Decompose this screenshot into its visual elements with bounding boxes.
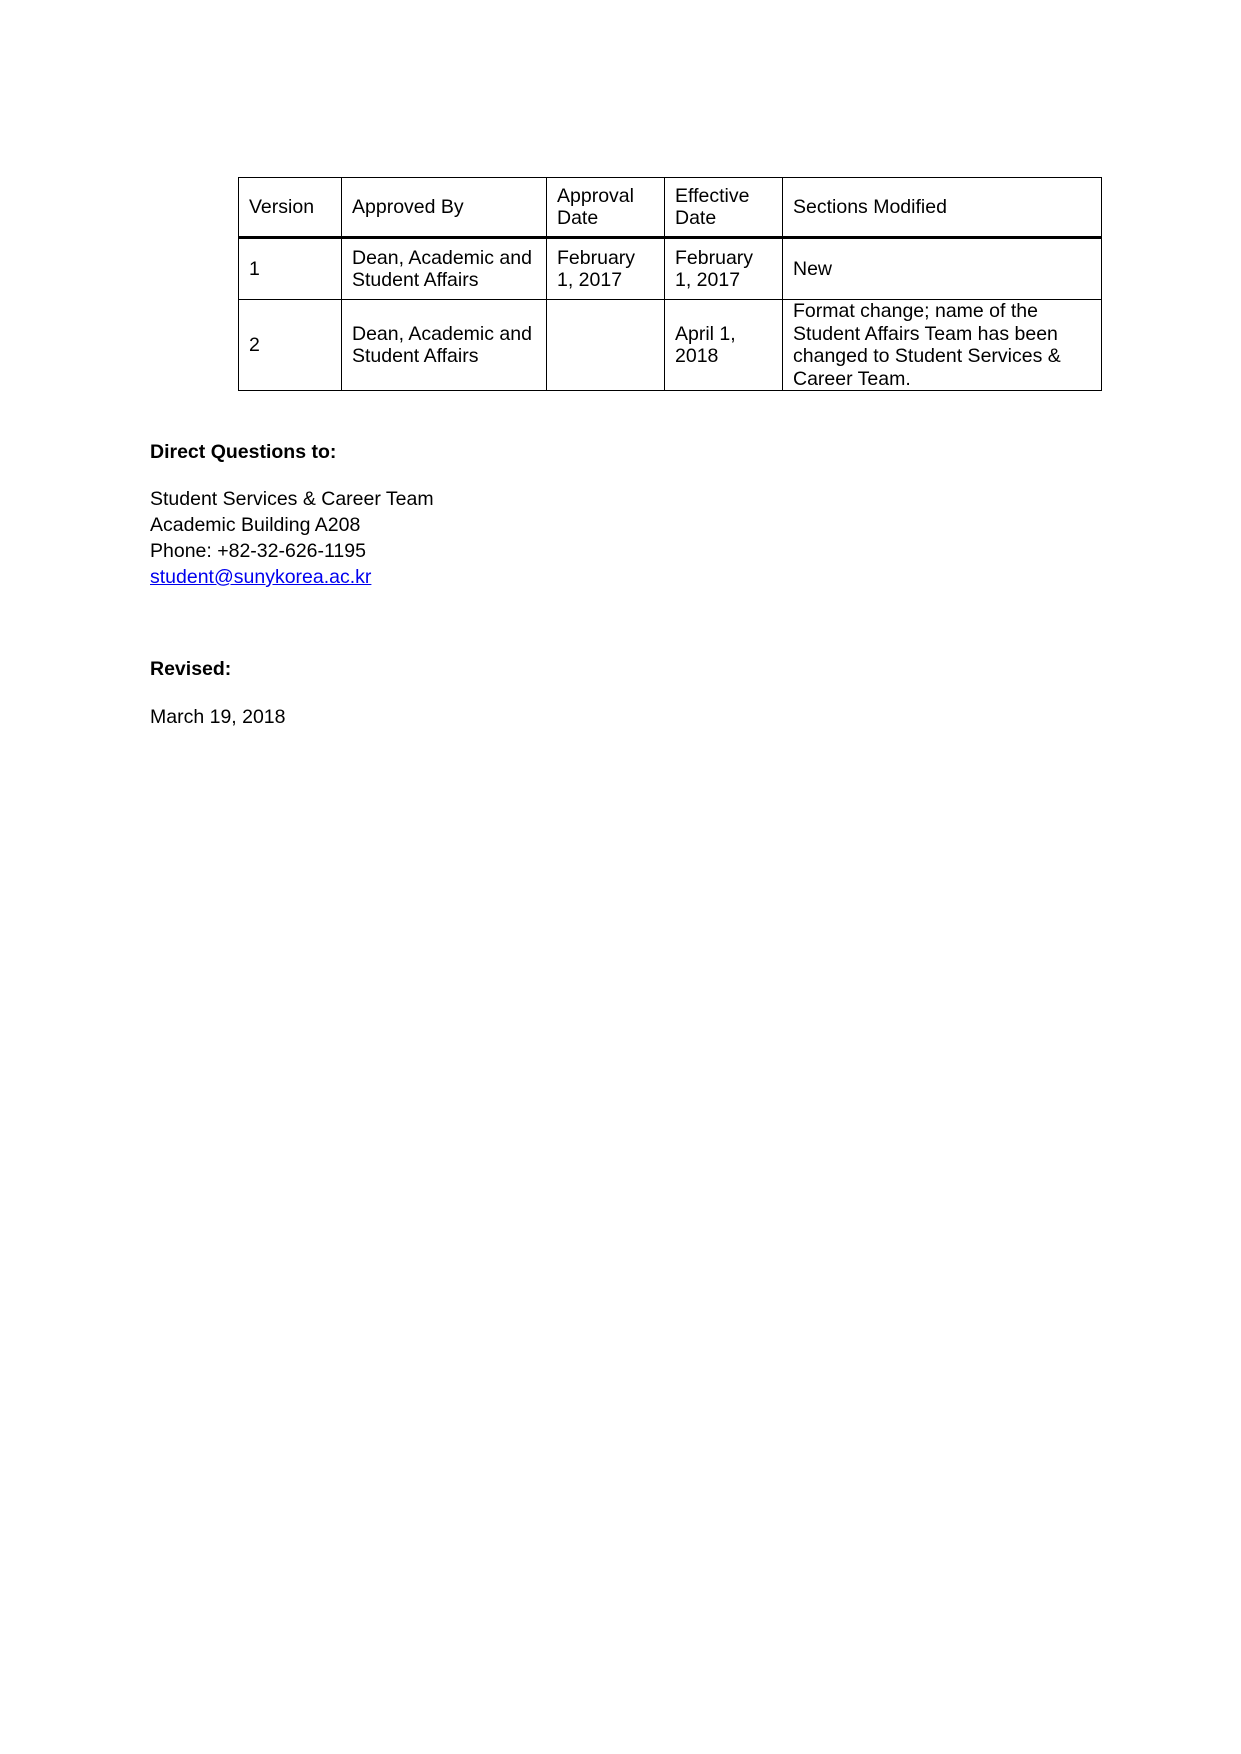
header-approval-date: Approval Date: [547, 178, 665, 238]
cell-version: 1: [239, 238, 342, 300]
contact-team: Student Services & Career Team: [150, 488, 434, 510]
header-approved-by: Approved By: [342, 178, 547, 238]
header-effective-date: Effective Date: [665, 178, 783, 238]
cell-sections-modified: Format change; name of the Student Affairs Team has been changed to Student Services & Career Team.: [783, 300, 1102, 391]
header-version: Version: [239, 178, 342, 238]
contact-phone: Phone: +82-32-626-1195: [150, 540, 366, 562]
header-sections-modified: Sections Modified: [783, 178, 1102, 238]
cell-approved-by: Dean, Academic and Student Affairs: [342, 238, 547, 300]
table-row: [239, 300, 1102, 391]
cell-effective-date: February 1, 2017: [665, 238, 783, 300]
contact-block: [150, 486, 434, 590]
revised-date: March 19, 2018: [150, 706, 286, 728]
table-row: [239, 238, 1102, 300]
cell-version: 2: [239, 300, 342, 391]
cell-effective-date: April 1, 2018: [665, 300, 783, 391]
version-history-table: [238, 177, 1102, 391]
table-header-row: [239, 178, 1102, 238]
contact-email-link[interactable]: student@sunykorea.ac.kr: [150, 566, 372, 588]
cell-approval-date: February 1, 2017: [547, 238, 665, 300]
cell-approved-by: Dean, Academic and Student Affairs: [342, 300, 547, 391]
contact-building: Academic Building A208: [150, 514, 361, 536]
revised-heading: Revised:: [150, 658, 232, 680]
cell-sections-modified: New: [783, 238, 1102, 300]
contact-heading: Direct Questions to:: [150, 441, 337, 463]
cell-approval-date: [547, 300, 665, 391]
